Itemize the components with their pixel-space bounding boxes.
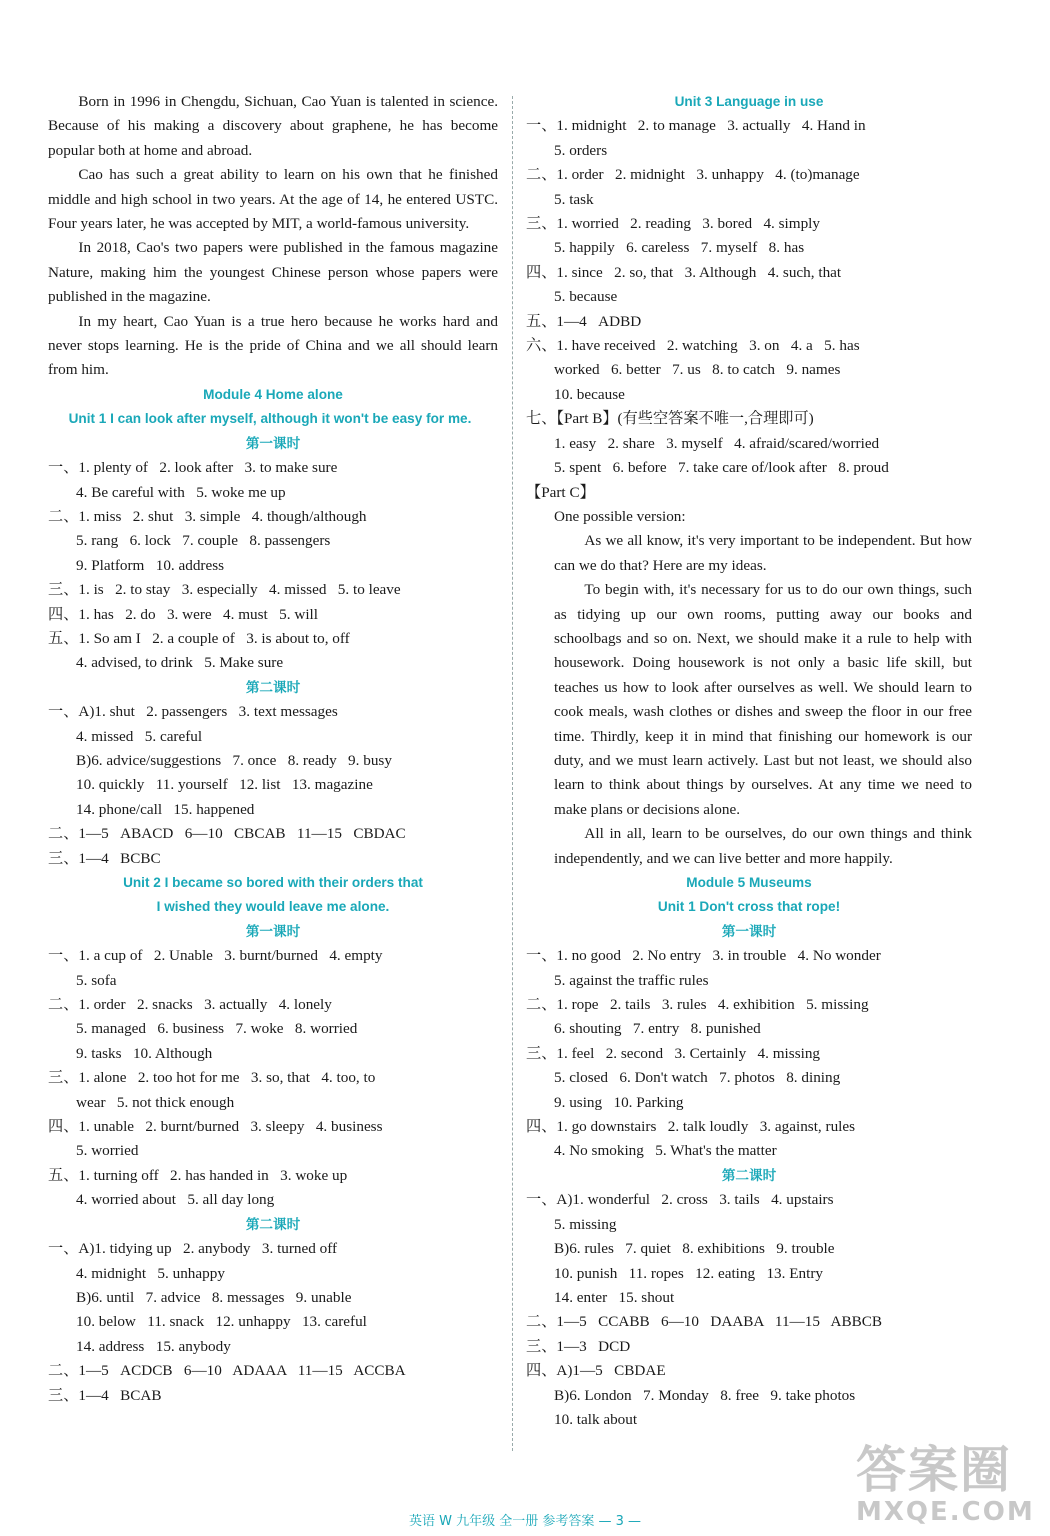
m5-lesson2-answers — [526, 1188, 972, 1432]
answer-line: 三、1. is 2. to stay 3. especially 4. missed 5. to leave — [48, 581, 401, 599]
lesson-title: 第二课时 — [245, 679, 301, 695]
answer-line: wear 5. not thick enough — [76, 1093, 235, 1111]
essay-paragraph: Cao has such a great ability to learn on his own that he finished middle and high school in two years. At the age of 14, he entered USTC. Four years later, he was accepted by MIT, a world-famous university. — [48, 166, 498, 233]
answer-line: 5. worried — [76, 1142, 139, 1160]
column-divider — [512, 96, 513, 1451]
answer-line: 6. shouting 7. entry 8. punished — [554, 1020, 761, 1038]
essay-paragraph: In 2018, Cao's two papers were published in the famous magazine Nature, making him the youngest Chinese person whose papers were published in the magazine. — [48, 239, 498, 306]
module5-title: Module 5 Museums — [686, 875, 812, 890]
essay-independence — [526, 529, 972, 871]
unit1-lesson2-answers — [48, 700, 498, 871]
answer-line: 9. tasks 10. Although — [76, 1044, 213, 1062]
unit3-answers — [526, 114, 972, 529]
answer-line: 七、【Part B】(有些空答案不唯一,合理即可) — [526, 410, 814, 428]
answer-line: 六、1. have received 2. watching 3. on 4. a 5. has — [526, 337, 860, 355]
m5-lesson1-answers — [526, 944, 972, 1164]
watermark-logo — [856, 1442, 1036, 1530]
answer-line: 五、1. So am I 2. a couple of 3. is about to, off — [48, 629, 350, 647]
right-column — [526, 90, 972, 1432]
watermark-url: MXQE.COM — [856, 1497, 1035, 1527]
unit1-lesson1-answers — [48, 456, 498, 676]
unit2-title: Unit 2 I became so bored with their orders that — [123, 875, 423, 890]
essay-paragraph: In my heart, Cao Yuan is a true hero because he works hard and never stops learning. He is the pride of China and we all should learn from him. — [48, 312, 498, 379]
answer-line: 5. rang 6. lock 7. couple 8. passengers — [76, 532, 331, 550]
answer-line: 五、1. turning off 2. has handed in 3. woke up — [48, 1166, 348, 1184]
answer-line: 五、1—4 ADBD — [526, 312, 642, 330]
answer-line: 【Part C】 — [526, 483, 595, 501]
answer-line: 一、A)1. tidying up 2. anybody 3. turned off — [48, 1240, 338, 1258]
answer-line: 4. advised, to drink 5. Make sure — [76, 654, 284, 672]
answer-line: 4. worried about 5. all day long — [76, 1191, 275, 1209]
lesson-title: 第二课时 — [721, 1167, 777, 1183]
answer-line: 二、1. order 2. midnight 3. unhappy 4. (to)manage — [526, 166, 860, 184]
answer-line: 三、1. worried 2. reading 3. bored 4. simply — [526, 215, 820, 233]
unit3-title: Unit 3 Language in use — [674, 94, 824, 109]
lesson-title: 第一课时 — [721, 923, 777, 939]
answer-line: 三、1—4 BCBC — [48, 849, 161, 867]
left-column — [48, 90, 498, 1408]
essay-cao-yuan — [48, 90, 498, 383]
answer-line: 14. address 15. anybody — [76, 1337, 231, 1355]
answer-line: 14. enter 15. shout — [554, 1288, 675, 1306]
answer-line: 一、1. plenty of 2. look after 3. to make sure — [48, 459, 338, 477]
answer-line: 1. easy 2. share 3. myself 4. afraid/scared/worried — [554, 434, 880, 452]
answer-line: 4. Be careful with 5. woke me up — [76, 483, 286, 501]
essay-paragraph: To begin with, it's necessary for us to do our own things, such as tidying up our own rooms, putting away our books and schoolbags and so on. Next, we should make it a rule to help with housework. Doing housework is not only a basic life skill, but teaches us how to look after ourselves as well. We should learn to cook meals, wash clothes or dishes and sweep the floor in our free time. Thirdly, keep it in mind that finishing our homework is our duty, and we must learn actively. Last but not least, we should also learn to think about things by ourselves. At any time we need to make plans or decisions alone. — [554, 581, 972, 818]
answer-line: 二、1. miss 2. shut 3. simple 4. though/although — [48, 507, 367, 525]
answer-line: worked 6. better 7. us 8. to catch 9. names — [554, 361, 841, 379]
answer-line: 三、1—4 BCAB — [48, 1386, 162, 1404]
lesson-title: 第一课时 — [245, 435, 301, 451]
answer-line: B)6. London 7. Monday 8. free 9. take photos — [554, 1386, 856, 1404]
answer-line: 二、1—5 ACDCB 6—10 ADAAA 11—15 ACCBA — [48, 1362, 406, 1380]
answer-line: 三、1. alone 2. too hot for me 3. so, that 4. too, to — [48, 1069, 376, 1087]
answer-line: 四、A)1—5 CBDAE — [526, 1362, 666, 1380]
answer-line: 5. because — [554, 288, 618, 306]
answer-line: 5. missing — [554, 1215, 617, 1233]
lesson-title: 第一课时 — [245, 923, 301, 939]
answer-line: 5. orders — [554, 141, 608, 159]
unit2-title-line2: I wished they would leave me alone. — [156, 899, 390, 915]
answer-line: B)6. advice/suggestions 7. once 8. ready 9. busy — [76, 751, 392, 769]
answer-line: 5. sofa — [76, 971, 117, 989]
answer-line: 10. quickly 11. yourself 12. list 13. magazine — [76, 776, 373, 794]
answer-line: 四、1. unable 2. burnt/burned 3. sleepy 4. business — [48, 1118, 383, 1136]
answer-line: B)6. until 7. advice 8. messages 9. unable — [76, 1288, 352, 1306]
answer-line: B)6. rules 7. quiet 8. exhibitions 9. trouble — [554, 1240, 835, 1258]
answer-line: 4. midnight 5. unhappy — [76, 1264, 225, 1282]
answer-line: 三、1. feel 2. second 3. Certainly 4. missing — [526, 1044, 821, 1062]
answer-line: 一、A)1. wonderful 2. cross 3. tails 4. upstairs — [526, 1191, 834, 1209]
unit2-lesson2-answers — [48, 1237, 498, 1408]
answer-line: 5. against the traffic rules — [554, 971, 709, 989]
answer-line: 一、1. a cup of 2. Unable 3. burnt/burned 4. empty — [48, 947, 383, 965]
answer-line: One possible version: — [554, 507, 686, 525]
answer-line: 4. missed 5. careful — [76, 727, 203, 745]
answer-line: 5. happily 6. careless 7. myself 8. has — [554, 239, 805, 257]
answer-line: 10. below 11. snack 12. unhappy 13. careful — [76, 1313, 367, 1331]
answer-line: 一、A)1. shut 2. passengers 3. text messages — [48, 703, 338, 721]
answer-line: 5. task — [554, 190, 594, 208]
answer-line: 4. No smoking 5. What's the matter — [554, 1142, 777, 1160]
answer-line: 一、1. no good 2. No entry 3. in trouble 4. No wonder — [526, 947, 881, 965]
answer-line: 三、1—3 DCD — [526, 1337, 631, 1355]
answer-line: 二、1. order 2. snacks 3. actually 4. lonely — [48, 996, 332, 1014]
essay-paragraph: Born in 1996 in Chengdu, Sichuan, Cao Yuan is talented in science. Because of his making a discovery about graphene, he has become popular both at home and abroad. — [48, 93, 498, 159]
answer-line: 5. managed 6. business 7. woke 8. worried — [76, 1020, 358, 1038]
lesson-title: 第二课时 — [245, 1216, 301, 1232]
essay-paragraph: As we all know, it's very important to be independent. But how can we do that? Here are my ideas. — [554, 532, 972, 574]
essay-paragraph: All in all, learn to be ourselves, do our own things and think independently, and we can live better and more happily. — [554, 825, 972, 867]
page-footer: 英语 W 九年级 全一册 参考答案 — 3 — — [408, 1514, 642, 1529]
module4-title: Module 4 Home alone — [203, 386, 343, 402]
answer-line: 5. spent 6. before 7. take care of/look after 8. proud — [554, 459, 889, 477]
answer-line: 二、1—5 ABACD 6—10 CBCAB 11—15 CBDAC — [48, 825, 406, 843]
answer-line: 10. talk about — [554, 1410, 638, 1428]
answer-line: 一、1. midnight 2. to manage 3. actually 4. Hand in — [526, 117, 866, 135]
answer-line: 二、1. rope 2. tails 3. rules 4. exhibition 5. missing — [526, 996, 869, 1014]
answer-line: 9. using 10. Parking — [554, 1093, 684, 1111]
answer-line: 四、1. has 2. do 3. were 4. must 5. will — [48, 605, 318, 623]
answer-line: 14. phone/call 15. happened — [76, 800, 255, 818]
answer-line: 10. punish 11. ropes 12. eating 13. Entry — [554, 1264, 823, 1282]
m5-unit1-title: Unit 1 Don't cross that rope! — [657, 899, 841, 915]
answer-line: 5. closed 6. Don't watch 7. photos 8. dining — [554, 1069, 841, 1087]
unit1-title: Unit 1 I can look after myself, although it won't be easy for me. — [68, 411, 472, 427]
answer-line: 四、1. since 2. so, that 3. Although 4. such, that — [526, 263, 842, 281]
watermark-text: 答案圈 — [856, 1441, 1012, 1499]
answer-line: 二、1—5 CCABB 6—10 DAABA 11—15 ABBCB — [526, 1313, 882, 1331]
unit2-lesson1-answers — [48, 944, 498, 1212]
answer-line: 9. Platform 10. address — [76, 556, 225, 574]
answer-line: 10. because — [554, 385, 625, 403]
answer-line: 四、1. go downstairs 2. talk loudly 3. against, rules — [526, 1118, 856, 1136]
